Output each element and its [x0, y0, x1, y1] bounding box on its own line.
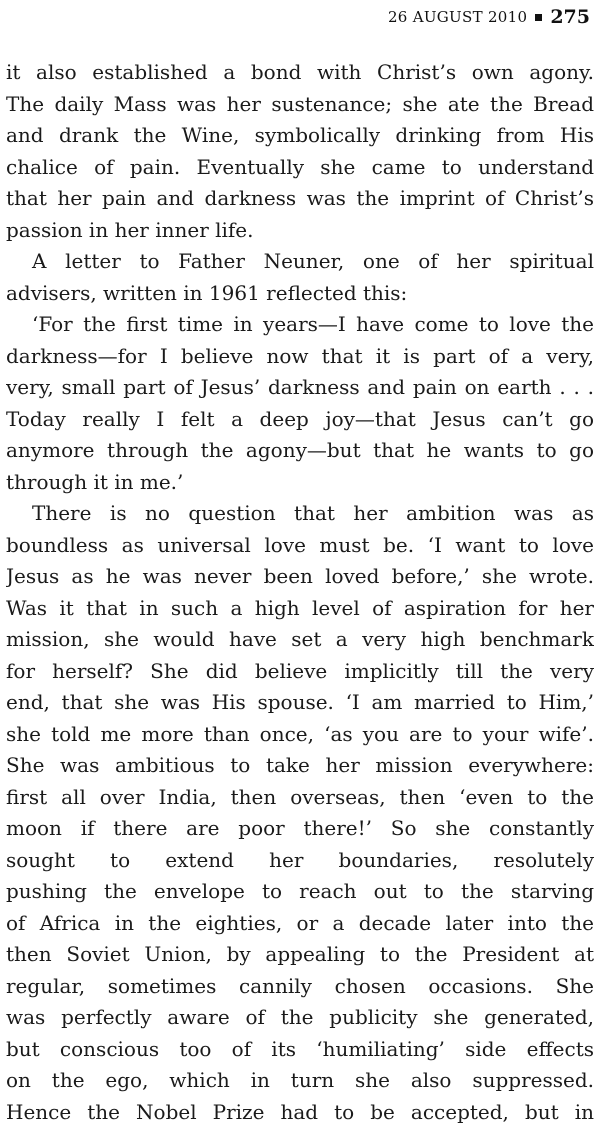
text-line: Today really I felt a deep joy—that Jesus can’t go	[6, 406, 594, 431]
running-head	[388, 4, 590, 30]
text-line: moon if there are poor there!’ So she constantly	[6, 816, 594, 840]
text-line: mission, she would have set a very high benchmark	[6, 627, 594, 651]
text-line: but conscious too of its ‘humiliating’ side effects	[6, 1036, 594, 1061]
header-date: 26 AUGUST 2010	[387, 8, 528, 26]
text-line: pushing the envelope to reach out to the starving	[6, 879, 594, 903]
text-line: boundless as universal love must be. ‘I want to love	[6, 532, 594, 557]
text-line: very, small part of Jesus’ darkness and pain on earth . . .	[6, 375, 594, 399]
text-line: first all over India, then overseas, then ‘even to the	[6, 784, 594, 809]
text-line: she told me more than once, ‘as you are to your wife’.	[6, 721, 594, 746]
text-line: Was it that in such a high level of aspiration for her	[6, 595, 594, 620]
text-line: was perfectly aware of the publicity she generated,	[6, 1005, 594, 1029]
text-line: end, that she was His spouse. ‘I am married to Him,’	[6, 690, 594, 714]
text-line: chalice of pain. Eventually she came to understand	[6, 154, 594, 179]
text-line: through it in me.’	[6, 469, 184, 494]
text-line: that her pain and darkness was the imprint of Christ’s	[6, 186, 594, 210]
text-line: and drank the Wine, symbolically drinking from His	[6, 123, 594, 147]
text-line: There is no question that her ambition was as	[32, 501, 594, 525]
text-line: Jesus as he was never been loved before,’ she wrote.	[6, 564, 594, 588]
square-bullet-icon	[535, 14, 542, 21]
text-line: The daily Mass was her sustenance; she ate the Bread	[6, 91, 594, 116]
text-line: sought to extend her boundaries, resolutely	[6, 847, 594, 872]
text-line: darkness—for I believe now that it is part of a very,	[6, 343, 594, 368]
text-line: of Africa in the eighties, or a decade later into the	[6, 910, 594, 935]
body-text	[6, 57, 594, 1128]
text-line: for herself? She did believe implicitly till the very	[6, 658, 594, 683]
text-line: advisers, written in 1961 reflected this:	[6, 280, 408, 305]
text-line: regular, sometimes cannily chosen occasions. She	[6, 973, 594, 998]
text-line: it also established a bond with Christ’s own agony.	[6, 60, 594, 84]
text-line: passion in her inner life.	[6, 217, 254, 242]
text-line: anymore through the agony—but that he wants to go	[6, 438, 594, 462]
text-line: then Soviet Union, by appealing to the President at	[6, 942, 594, 966]
text-line: Hence the Nobel Prize had to be accepted, but in	[6, 1099, 594, 1124]
text-line: She was ambitious to take her mission everywhere:	[6, 753, 594, 777]
text-line: on the ego, which in turn she also suppressed.	[6, 1068, 594, 1092]
text-line: A letter to Father Neuner, one of her spiritual	[32, 249, 594, 273]
text-line: ‘For the first time in years—I have come to love the	[32, 312, 594, 336]
page-number: 275	[550, 6, 590, 28]
